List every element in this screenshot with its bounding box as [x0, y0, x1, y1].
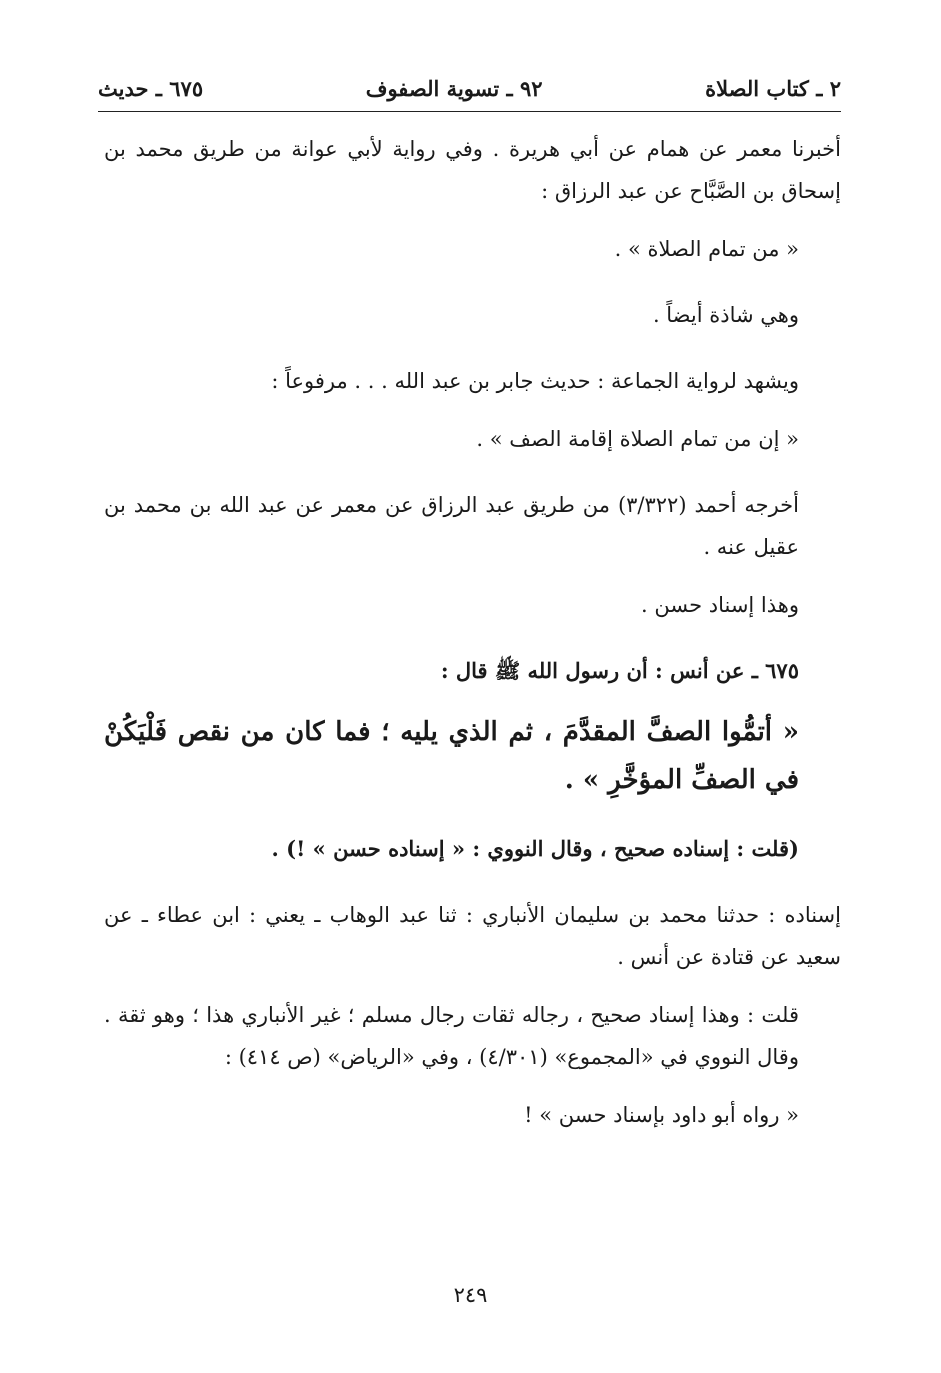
paragraph-quote-1: « من تمام الصلاة » .: [614, 237, 799, 261]
paragraph-isnad: إسناده : حدثنا محمد بن سليمان الأنباري : ثنا عبد الوهاب ـ يعني : ابن عطاء ـ عن سعيد عن قتادة عن أنس .: [104, 903, 841, 969]
hadith-675-heading: ٦٧٥ ـ عن أنس : أن رسول الله ﷺ قال :: [440, 658, 799, 683]
paragraph-verdict: (قلت : إسناده صحيح ، وقال النووي : « إسناده حسن » !) .: [271, 836, 799, 861]
paragraph-commentary: قلت : وهذا إسناد صحيح ، رجاله ثقات رجال مسلم ؛ غير الأنباري هذا ؛ وهو ثقة . وقال النووي في «المجموع» (٤/٣٠١) ، وفي «الرياض» (ص ٤١٤) :: [104, 1003, 799, 1069]
header-chapter-title: ٩٢ ـ تسوية الصفوف: [365, 75, 543, 101]
header-divider: [98, 111, 841, 112]
page-body: [104, 128, 841, 1136]
page-number: ٢٤٩: [453, 1283, 488, 1307]
hadith-675-text: « أتمُّوا الصفَّ المقدَّمَ ، ثم الذي يليه ؛ فما كان من نقص فَلْيَكُنْ في الصفِّ المؤخَّرِ » .: [104, 717, 799, 795]
header-hadith-number: ٦٧٥ ـ حديث: [98, 75, 204, 101]
header-book-title: ٢ ـ كتاب الصلاة: [705, 75, 841, 101]
paragraph-note-shadh: وهي شاذة أيضاً .: [652, 303, 799, 327]
paragraph-quote-2: « إن من تمام الصلاة إقامة الصف » .: [476, 427, 799, 451]
paragraph-grade: وهذا إسناد حسن .: [641, 593, 799, 617]
paragraph-narration-chain: أخبرنا معمر عن همام عن أبي هريرة . وفي رواية لأبي عوانة من طريق محمد بن إسحاق بن الصَّبَّاح عن عبد الرزاق :: [104, 137, 841, 203]
paragraph-witness: ويشهد لرواية الجماعة : حديث جابر بن عبد الله . . . مرفوعاً :: [271, 369, 799, 393]
running-header: [98, 70, 841, 106]
paragraph-quote-nawawi: « رواه أبو داود بإسناد حسن » !: [524, 1103, 799, 1127]
paragraph-takhrij: أخرجه أحمد (٣/٣٢٢) من طريق عبد الرزاق عن معمر عن عبد الله بن محمد بن عقيل عنه .: [104, 493, 799, 559]
